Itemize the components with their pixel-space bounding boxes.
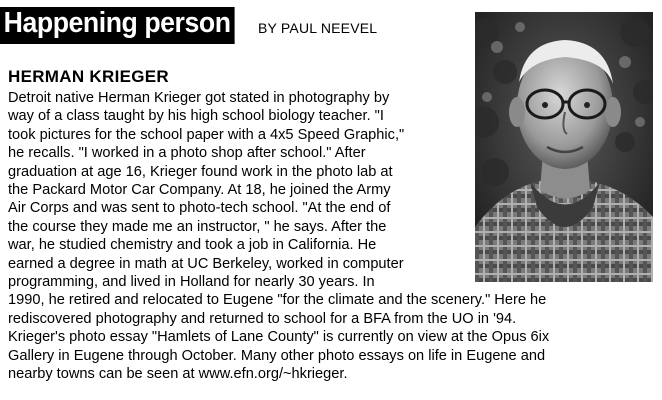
article-line: Gallery in Eugene through October. Many other photo essays on life in Eugene and bbox=[8, 347, 546, 364]
article-line: Air Corps and was sent to photo-tech school. "At the end of bbox=[8, 200, 391, 217]
article-line: nearby towns can be seen at www.efn.org/~hkrieger. bbox=[8, 366, 348, 383]
article-line: the Packard Motor Car Company. At 18, he joined the Army bbox=[8, 182, 391, 199]
article-line: way of a class taught by his high school biology teacher. "I bbox=[8, 108, 384, 125]
subject-name: HERMAN KRIEGER bbox=[8, 67, 169, 86]
article-body bbox=[8, 89, 658, 384]
article-line: took pictures for the school paper with a 4x5 Speed Graphic," bbox=[8, 126, 405, 143]
article-line: earned a degree in math at UC Berkeley, worked in computer bbox=[8, 255, 404, 272]
article-line: he recalls. "I worked in a photo shop after school." After bbox=[8, 145, 366, 162]
article-line: programming, and lived in Holland for nearly 30 years. In bbox=[8, 274, 375, 291]
article-line: rediscovered photography and returned to school for a BFA from the UO in '94. bbox=[8, 310, 517, 327]
article-line: 1990, he retired and relocated to Eugene "for the climate and the scenery." Here he bbox=[8, 292, 547, 309]
article-line: Detroit native Herman Krieger got stated in photography by bbox=[8, 90, 390, 106]
section-masthead bbox=[0, 6, 234, 40]
article-line: graduation at age 16, Krieger found work in the photo lab at bbox=[8, 163, 393, 180]
article-line: the course they made me an instructor, " he says. After the bbox=[8, 218, 387, 235]
section-title: Happening person bbox=[0, 7, 234, 44]
byline: BY PAUL NEEVEL bbox=[258, 20, 378, 36]
article-line: Krieger's photo essay "Hamlets of Lane County" is currently on view at the Opus 6ix bbox=[8, 329, 550, 346]
article-line: war, he studied chemistry and took a job in California. He bbox=[8, 237, 377, 254]
